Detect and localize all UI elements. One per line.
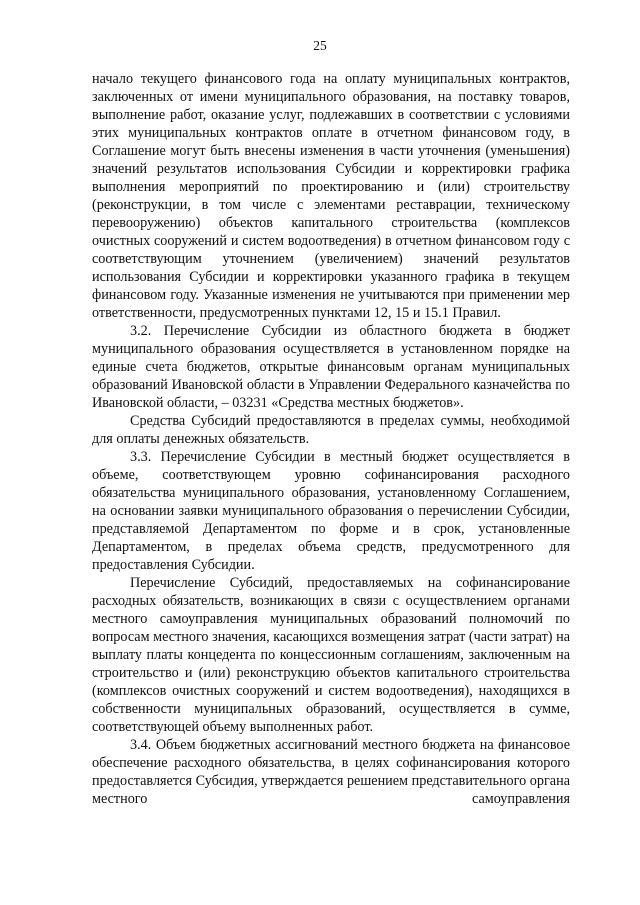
paragraph-3-3: 3.3. Перечисление Субсидии в местный бюджет осуществляется в объеме, соответствующем уровню софинансирования расходного обязательства муниципального образования, установленному Соглашением, на основании заявки муниципального образования о перечислении Субсидии, представляемой Департаментом по форме и в срок, установленные Департаментом, в пределах объема средств, предусмотренного для предоставления Субсидии. — [92, 449, 570, 573]
paragraph-subsidy-funds: Средства Субсидий предоставляются в пределах суммы, необходимой для оплаты денежных обязательств. — [92, 413, 570, 447]
paragraph-continuation: начало текущего финансового года на оплату муниципальных контрактов, заключенных от имени муниципального образования, на поставку товаров, выполнение работ, оказание услуг, подлежавших в соответствии с условиями этих муниципальных контрактов оплате в отчетном финансовом году, в Соглашение могут быть внесены изменения в части уточнения (уменьшения) значений результатов использования Субсидии и корректировки графика выполнения мероприятий по проектированию и (или) строительству (реконструкции, в том числе с элементами реставрации, техническому перевооружению) объектов капитального строительства (комплексов очистных сооружений и систем водоотведения) в отчетном финансовом году с соответствующим уточнением (увеличением) значений результатов использования Субсидии и корректировки указанного графика в текущем финансовом году. Указанные изменения не учитываются при применении мер ответственности, предусмотренных пунктами 12, 15 и 15.1 Правил. — [92, 71, 570, 321]
paragraph-subsidy-transfer: Перечисление Субсидий, предоставляемых на софинансирование расходных обязательств, возникающих в связи с осуществлением органами местного самоуправления муниципальных образований полномочий по вопросам местного значения, касающихся возмещения затрат (части затрат) на выплату платы концедента по концессионным соглашениям, заключенным на строительство и (или) реконструкцию объектов капитального строительства (комплексов очистных сооружений и систем водоотведения), находящихся в собственности муниципальных образований, осуществляется в сумме, соответствующей объему выполненных работ. — [92, 575, 570, 735]
paragraph-3-4: 3.4. Объем бюджетных ассигнований местного бюджета на финансовое обеспечение расходного обязательства, в целях софинансирования которого предоставляется Субсидия, утверждается решением представительного органа местного самоуправления — [92, 737, 570, 807]
page-number: 25 — [313, 38, 327, 53]
paragraph-3-2: 3.2. Перечисление Субсидии из областного бюджета в бюджет муниципального образования осуществляется в установленном порядке на единые счета бюджетов, открытые финансовым органам муниципальных образований Ивановской области в Управлении Федерального казначейства по Ивановской области, – 03231 «Средства местных бюджетов». — [92, 323, 570, 411]
document-body — [92, 70, 570, 808]
